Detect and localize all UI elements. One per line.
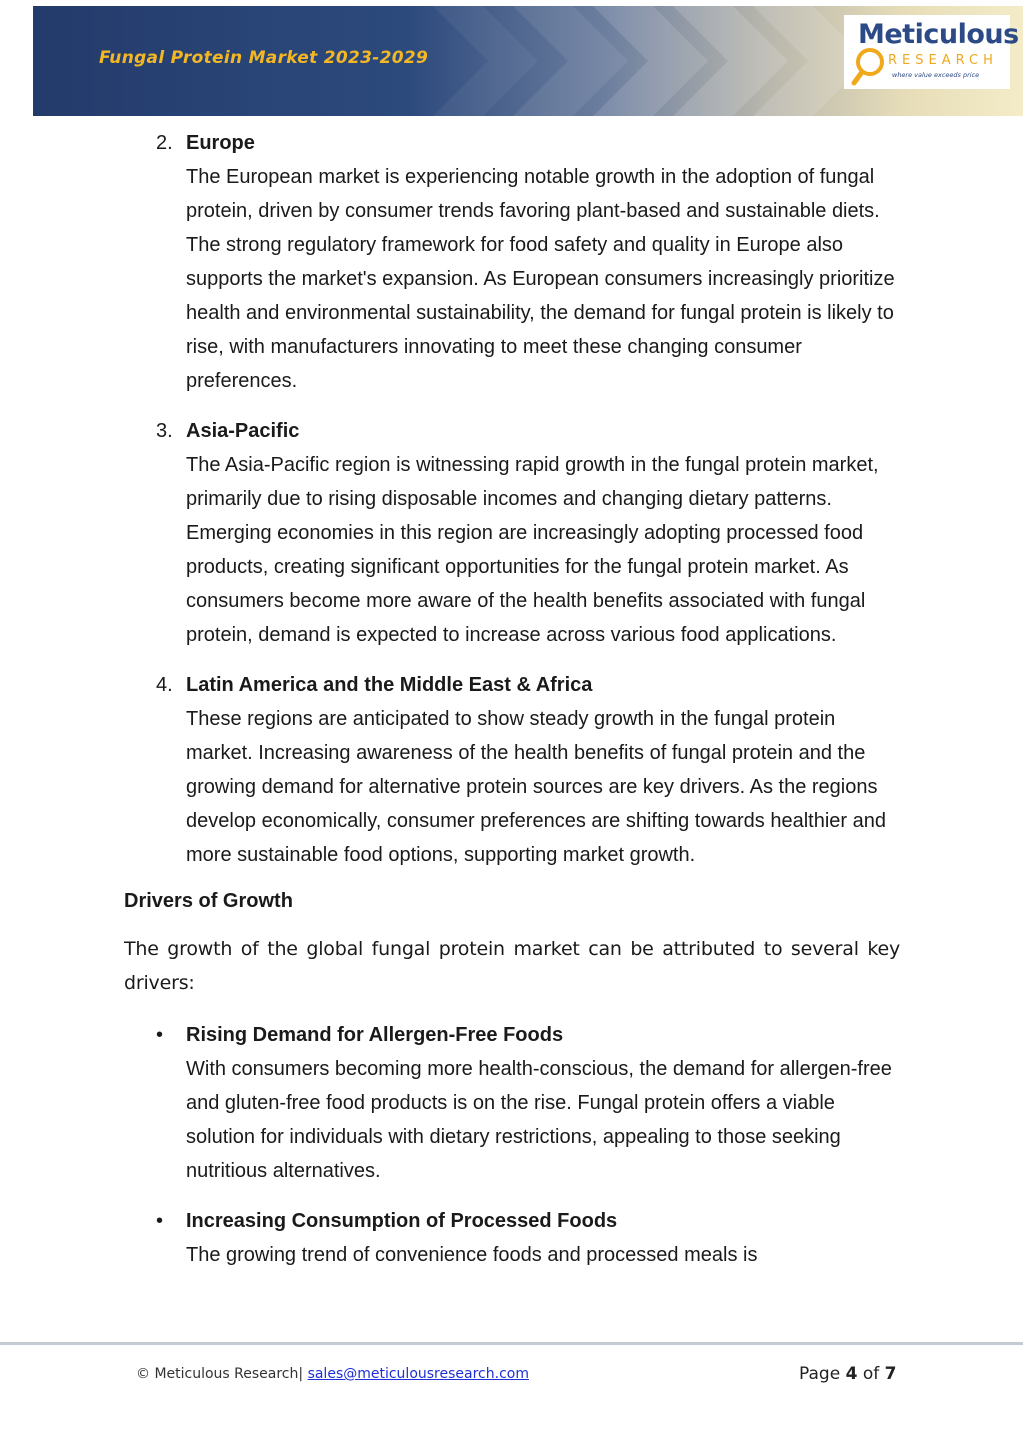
document-body <box>124 122 900 1284</box>
page-indicator <box>799 1364 896 1384</box>
driver-item-processed-foods <box>124 1200 900 1272</box>
logo-subtitle: RESEARCH <box>888 53 998 68</box>
page-label: Page <box>799 1364 841 1384</box>
list-number: 4. <box>156 674 173 696</box>
report-title: Fungal Protein Market 2023-2029 <box>99 48 429 68</box>
drivers-intro: The growth of the global fungal protein market can be attributed to several key drivers: <box>124 938 900 994</box>
sales-email-link[interactable]: sales@meticulousresearch.com <box>307 1366 529 1382</box>
copyright-text: © Meticulous Research| <box>136 1366 304 1382</box>
region-text: The Asia-Pacific region is witnessing rapid growth in the fungal protein market, primarily due to rising disposable incomes and changing dietary patterns. Emerging economies in this region are increasingly adopting processed food products, creating significant opportunities for the fungal protein market. As consumers become more aware of the health benefits associated with fungal protein, demand is expected to increase across various food applications. <box>186 454 879 646</box>
region-item-europe <box>124 122 900 398</box>
company-logo <box>844 15 1019 89</box>
logo-tagline: where value exceeds price <box>892 71 980 79</box>
driver-text: The growing trend of convenience foods and processed meals is <box>186 1244 758 1266</box>
footer-copyright <box>136 1366 529 1382</box>
region-title: Europe <box>186 132 255 154</box>
page-of-label: of <box>862 1364 880 1384</box>
logo-wordmark: Meticulous <box>858 19 1019 50</box>
page-current: 4 <box>845 1364 858 1384</box>
page-total: 7 <box>884 1364 897 1384</box>
page-header <box>33 6 1023 116</box>
driver-title: Rising Demand for Allergen-Free Foods <box>186 1024 564 1046</box>
bullet-icon: • <box>156 1024 164 1046</box>
footer-divider <box>0 1342 1023 1345</box>
driver-item-allergen-free <box>124 1014 900 1188</box>
region-text: These regions are anticipated to show steady growth in the fungal protein market. Increasing awareness of the health benefits of fungal protein and the growing demand for alternative protein sources are key drivers. As the regions develop economically, consumer preferences are shifting towards healthier and more sustainable food options, supporting market growth. <box>186 708 887 866</box>
driver-text: With consumers becoming more health-conscious, the demand for allergen-free and gluten-free food products is on the rise. Fungal protein offers a viable solution for individuals with dietary restrictions, appealing to those seeking nutritious alternatives. <box>186 1058 892 1182</box>
region-text: The European market is experiencing notable growth in the adoption of fungal protein, driven by consumer trends favoring plant-based and sustainable diets. The strong regulatory framework for food safety and quality in Europe also supports the market's expansion. As European consumers increasingly prioritize health and environmental sustainability, the demand for fungal protein is likely to rise, with manufacturers innovating to meet these changing consumer preferences. <box>186 166 895 392</box>
driver-title: Increasing Consumption of Processed Foods <box>186 1210 618 1232</box>
list-number: 2. <box>156 132 173 154</box>
region-item-latam-mea <box>124 664 900 872</box>
region-item-asia-pacific <box>124 410 900 652</box>
list-number: 3. <box>156 420 173 442</box>
region-title: Latin America and the Middle East & Africa <box>186 674 593 696</box>
drivers-heading: Drivers of Growth <box>124 890 293 912</box>
bullet-icon: • <box>156 1210 164 1232</box>
region-title: Asia-Pacific <box>186 420 300 442</box>
